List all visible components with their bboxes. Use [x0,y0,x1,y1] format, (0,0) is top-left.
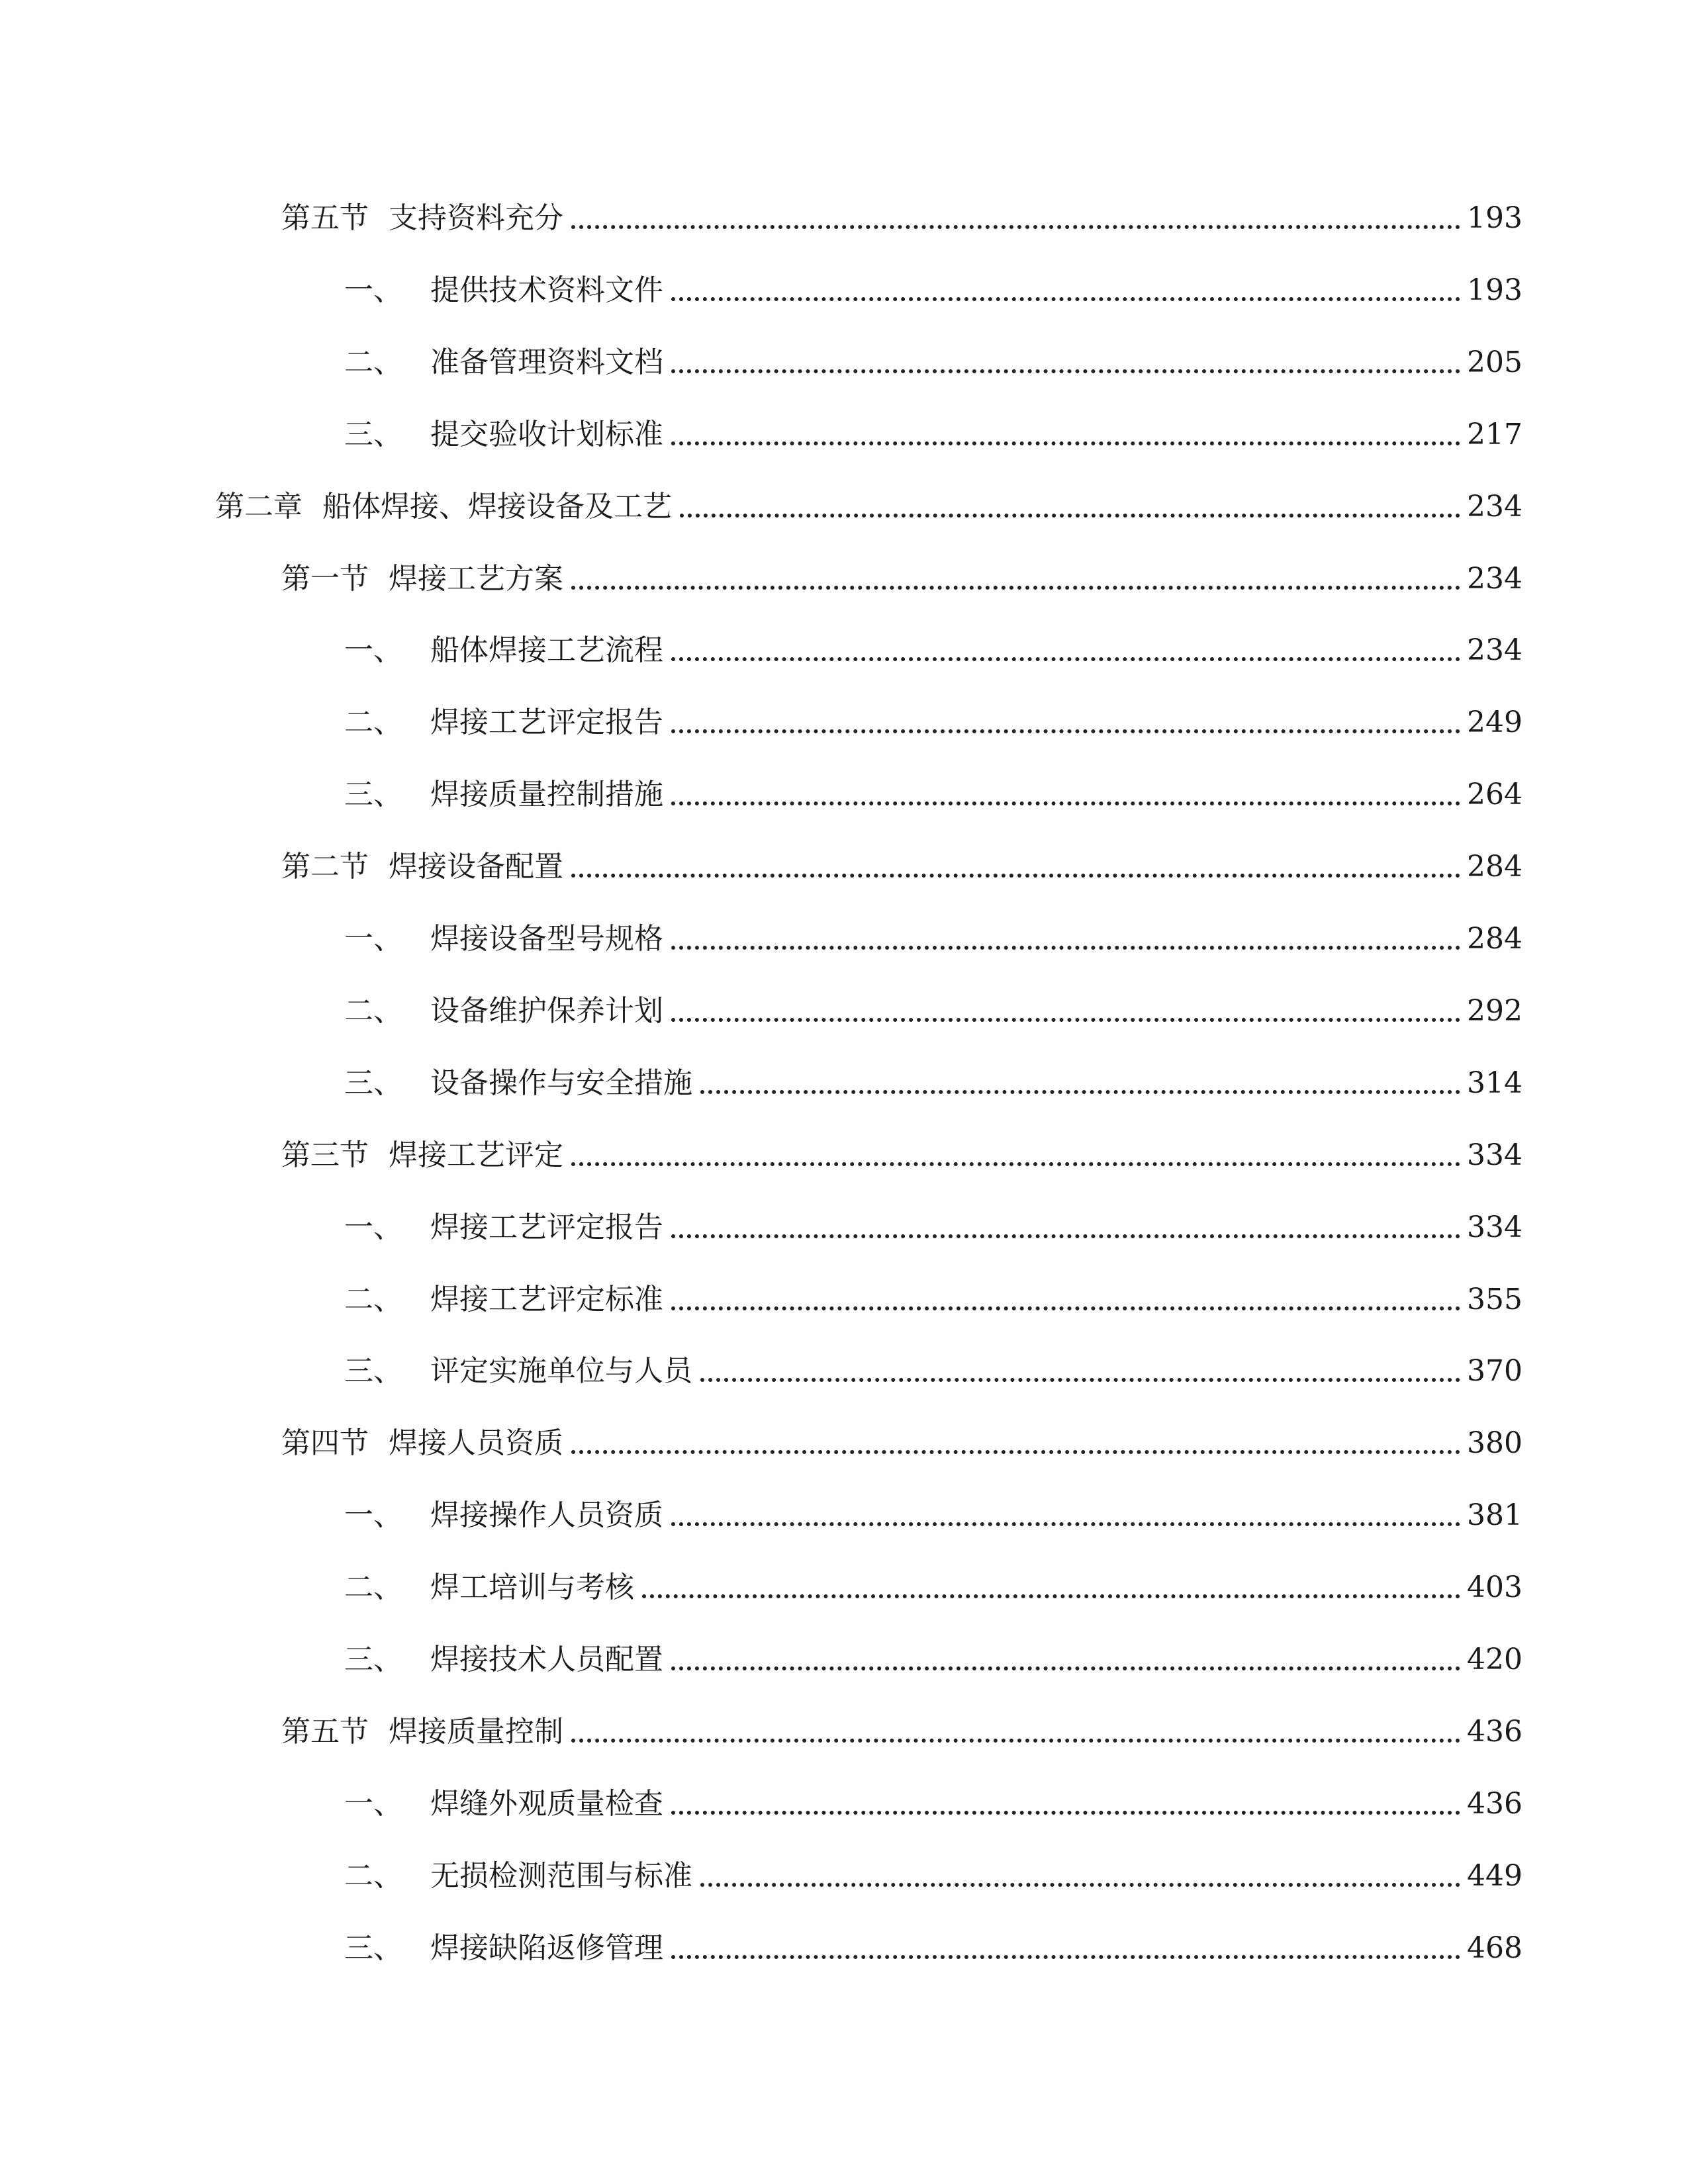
toc-entry-page-number: 436 [1467,1715,1523,1749]
toc-entry-label: 第一节 [281,562,369,596]
toc-entry-item[interactable] [344,1488,1523,1534]
dot-leader [671,1234,1460,1238]
toc-entry-item[interactable] [344,1776,1523,1823]
dot-leader [700,1378,1460,1382]
toc-entry-item[interactable] [344,767,1523,813]
toc-entry-title: 焊接工艺评定报告 [430,705,663,739]
toc-entry-label: 三、 [344,1066,402,1100]
toc-entry-label: 二、 [344,994,402,1028]
toc-entry-label: 一、 [344,1498,402,1532]
dot-leader [571,1162,1460,1166]
toc-entry-item[interactable] [344,695,1523,741]
toc-entry-page-number: 249 [1467,705,1523,739]
toc-entry-item[interactable] [344,1560,1523,1606]
dot-leader [700,1883,1460,1887]
toc-entry-item[interactable] [344,1848,1523,1895]
toc-entry-label: 第四节 [281,1426,369,1460]
toc-entry-item[interactable] [344,1200,1523,1246]
toc-entry-page-number: 449 [1467,1859,1523,1893]
toc-entry-section[interactable] [281,1128,1523,1174]
toc-entry-item[interactable] [344,983,1523,1030]
toc-entry-title: 设备操作与安全措施 [430,1066,692,1100]
toc-entry-page-number: 284 [1467,850,1523,884]
toc-entry-label: 第二章 [215,490,303,523]
toc-entry-title: 船体焊接工艺流程 [430,633,663,667]
toc-entry-page-number: 420 [1467,1643,1523,1676]
toc-entry-title: 焊缝外观质量检查 [430,1787,663,1821]
toc-entry-title: 提交验收计划标准 [430,418,663,451]
toc-entry-section[interactable] [281,1416,1523,1462]
dot-leader [571,225,1460,229]
toc-entry-label: 二、 [344,1859,402,1893]
toc-entry-label: 一、 [344,273,402,307]
toc-entry-title: 设备维护保养计划 [430,994,663,1028]
toc-entry-title: 支持资料充分 [389,201,563,235]
dot-leader [671,1955,1460,1959]
toc-entry-title: 焊接质量控制 [389,1715,563,1749]
toc-entry-title: 焊接工艺评定报告 [430,1210,663,1244]
dot-leader [571,874,1460,878]
toc-entry-title: 焊工培训与考核 [430,1570,634,1604]
toc-entry-page-number: 436 [1467,1787,1523,1821]
toc-entry-title: 焊接工艺评定标准 [430,1283,663,1316]
toc-entry-section[interactable] [281,191,1523,237]
dot-leader [571,1450,1460,1454]
toc-entry-page-number: 284 [1467,922,1523,956]
toc-entry-item[interactable] [344,1343,1523,1390]
toc-entry-title: 无损检测范围与标准 [430,1859,692,1893]
dot-leader [671,441,1460,445]
toc-entry-page-number: 334 [1467,1210,1523,1244]
dot-leader [571,586,1460,590]
toc-entry-page-number: 370 [1467,1354,1523,1388]
toc-entry-section[interactable] [281,551,1523,598]
toc-entry-title: 焊接设备配置 [389,850,563,884]
toc-entry-page-number: 381 [1467,1498,1523,1532]
toc-entry-item[interactable] [344,911,1523,958]
toc-entry-label: 三、 [344,1931,402,1965]
toc-entry-label: 三、 [344,1643,402,1676]
dot-leader [671,369,1460,373]
dot-leader [671,946,1460,950]
toc-entry-title: 提供技术资料文件 [430,273,663,307]
toc-entry-title: 焊接工艺评定 [389,1138,563,1172]
toc-entry-item[interactable] [344,263,1523,309]
toc-entry-label: 三、 [344,778,402,811]
toc-entry-page-number: 403 [1467,1570,1523,1604]
toc-entry-item[interactable] [344,623,1523,669]
dot-leader [671,801,1460,805]
dot-leader [671,1811,1460,1815]
dot-leader [642,1594,1460,1598]
toc-entry-label: 第三节 [281,1138,369,1172]
toc-entry-label: 第二节 [281,850,369,884]
toc-entry-label: 二、 [344,1570,402,1604]
dot-leader [700,1090,1460,1094]
dot-leader [671,297,1460,301]
toc-entry-page-number: 468 [1467,1931,1523,1965]
toc-entry-title: 焊接工艺方案 [389,562,563,596]
dot-leader [671,657,1460,661]
toc-entry-item[interactable] [344,407,1523,453]
toc-entry-label: 三、 [344,1354,402,1388]
toc-entry-page-number: 314 [1467,1066,1523,1100]
toc-entry-page-number: 334 [1467,1138,1523,1172]
toc-entry-title: 焊接设备型号规格 [430,922,663,956]
toc-entry-title: 焊接技术人员配置 [430,1643,663,1676]
toc-entry-label: 一、 [344,1787,402,1821]
toc-entry-page-number: 234 [1467,633,1523,667]
toc-entry-page-number: 264 [1467,778,1523,811]
toc-entry-label: 二、 [344,1283,402,1316]
toc-entry-page-number: 380 [1467,1426,1523,1460]
toc-entry-title: 评定实施单位与人员 [430,1354,692,1388]
toc-entry-label: 二、 [344,345,402,379]
dot-leader [671,1666,1460,1670]
toc-entry-label: 三、 [344,418,402,451]
dot-leader [671,1018,1460,1022]
toc-entry-title: 准备管理资料文档 [430,345,663,379]
toc-entry-title: 船体焊接、焊接设备及工艺 [322,490,672,523]
dot-leader [671,1522,1460,1526]
dot-leader [671,729,1460,733]
toc-entry-item[interactable] [344,1272,1523,1318]
toc-entry-item[interactable] [344,1632,1523,1678]
toc-entry-item[interactable] [344,1921,1523,1967]
toc-entry-page-number: 292 [1467,994,1523,1028]
toc-entry-label: 一、 [344,633,402,667]
toc-entry-label: 二、 [344,705,402,739]
toc-entry-page-number: 234 [1467,562,1523,596]
toc-entry-label: 一、 [344,1210,402,1244]
toc-entry-page-number: 234 [1467,490,1523,523]
toc-entry-section[interactable] [281,839,1523,886]
toc-entry-page-number: 355 [1467,1283,1523,1316]
dot-leader [680,514,1460,518]
toc-entry-label: 第五节 [281,201,369,235]
toc-entry-page-number: 193 [1467,273,1523,307]
dot-leader [571,1739,1460,1743]
toc-entry-title: 焊接人员资质 [389,1426,563,1460]
toc-entry-item[interactable] [344,335,1523,381]
toc-entry-page-number: 193 [1467,201,1523,235]
toc-entry-label: 第五节 [281,1715,369,1749]
dot-leader [671,1306,1460,1310]
toc-entry-section[interactable] [281,1704,1523,1751]
toc-entry-chapter[interactable] [215,479,1523,525]
toc-entry-title: 焊接缺陷返修管理 [430,1931,663,1965]
toc-entry-title: 焊接质量控制措施 [430,778,663,811]
toc-entry-label: 一、 [344,922,402,956]
toc-entry-page-number: 205 [1467,345,1523,379]
toc-entry-page-number: 217 [1467,418,1523,451]
toc-entry-title: 焊接操作人员资质 [430,1498,663,1532]
toc-entry-item[interactable] [344,1056,1523,1102]
